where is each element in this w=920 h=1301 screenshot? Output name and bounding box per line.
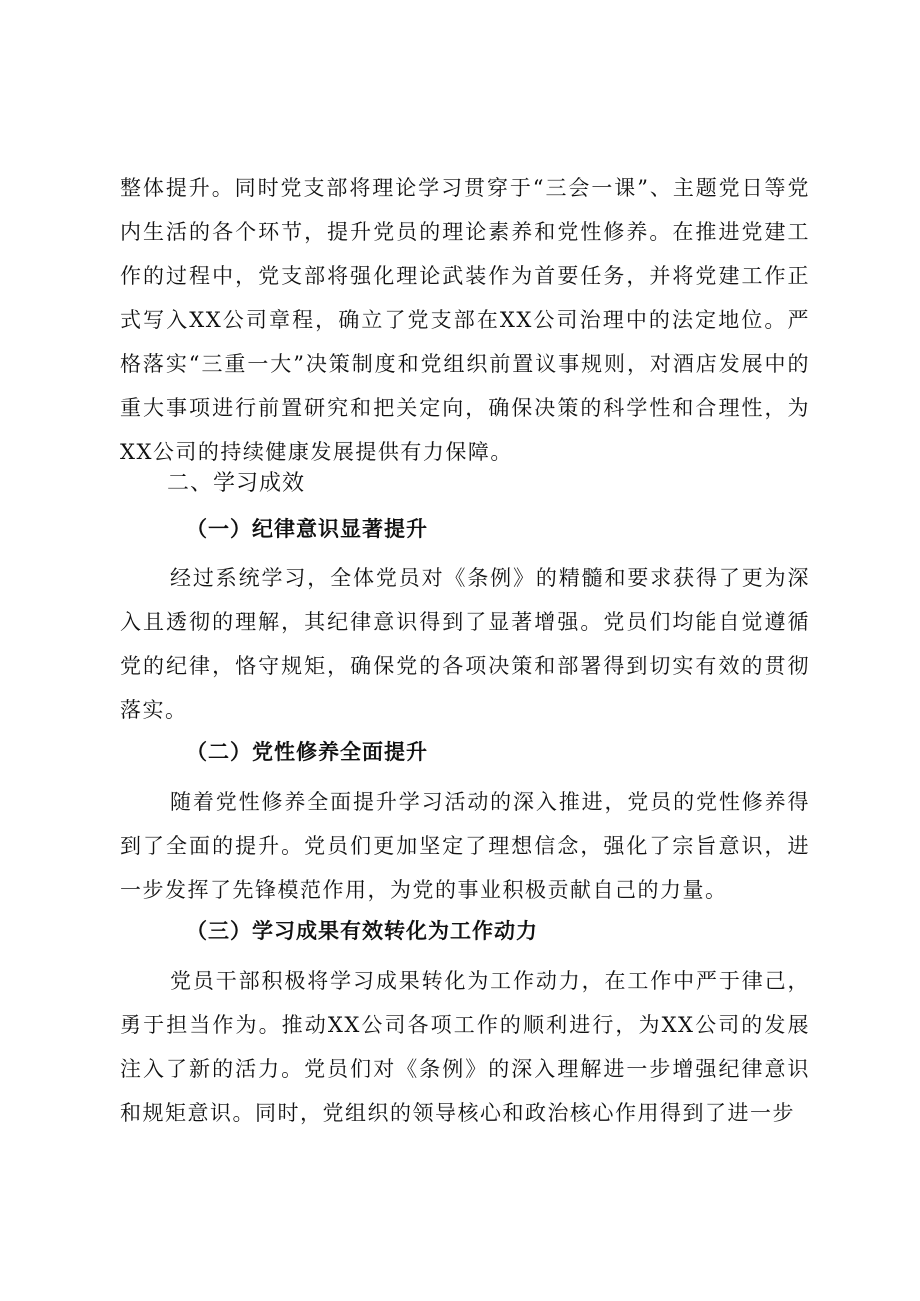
section-title: 二、学习成效: [167, 471, 306, 496]
subsection-title-2: （二）党性修养全面提升: [186, 740, 428, 764]
subsection-paragraph-2: 随着党性修养全面提升学习活动的深入推进，党员的党性修养得到了全面的提升。党员们更加坚定了理想信念，强化了宗旨意识，进一步发挥了先锋模范作用，为党的事业积极贡献自己的力量。: [120, 790, 810, 902]
subsection-paragraph-3: 党员干部积极将学习成果转化为工作动力，在工作中严于律己，勇于担当作为。推动XX公司各项工作的顺利进行，为XX公司的发展注入了新的活力。党员们对《条例》的深入理解进一步增强纪律意识和规矩意识。同时，党组织的领导核心和政治核心作用得到了进一步: [120, 969, 810, 1125]
subsection-paragraph-1: 经过系统学习，全体党员对《条例》的精髓和要求获得了更为深入且透彻的理解，其纪律意识得到了显著增强。党员们均能自觉遵循党的纪律，恪守规矩，确保党的各项决策和部署得到切实有效的贯彻落实。: [120, 566, 810, 722]
subsection-title-3: （三）学习成果有效转化为工作动力: [186, 919, 538, 943]
intro-paragraph: 整体提升。同时党支部将理论学习贯穿于“三会一课”、主题党日等党内生活的各个环节，提升党员的理论素养和党性修养。在推进党建工作的过程中，党支部将强化理论武装作为首要任务，并将党建工作正式写入XX公司章程，确立了党支部在XX公司治理中的法定地位。严格落实“三重一大”决策制度和党组织前置议事规则，对酒店发展中的重大事项进行前置研究和把关定向，确保决策的科学性和合理性，为XX公司的持续健康发展提供有力保障。: [120, 176, 810, 464]
subsection-title-1: （一）纪律意识显著提升: [186, 517, 428, 541]
